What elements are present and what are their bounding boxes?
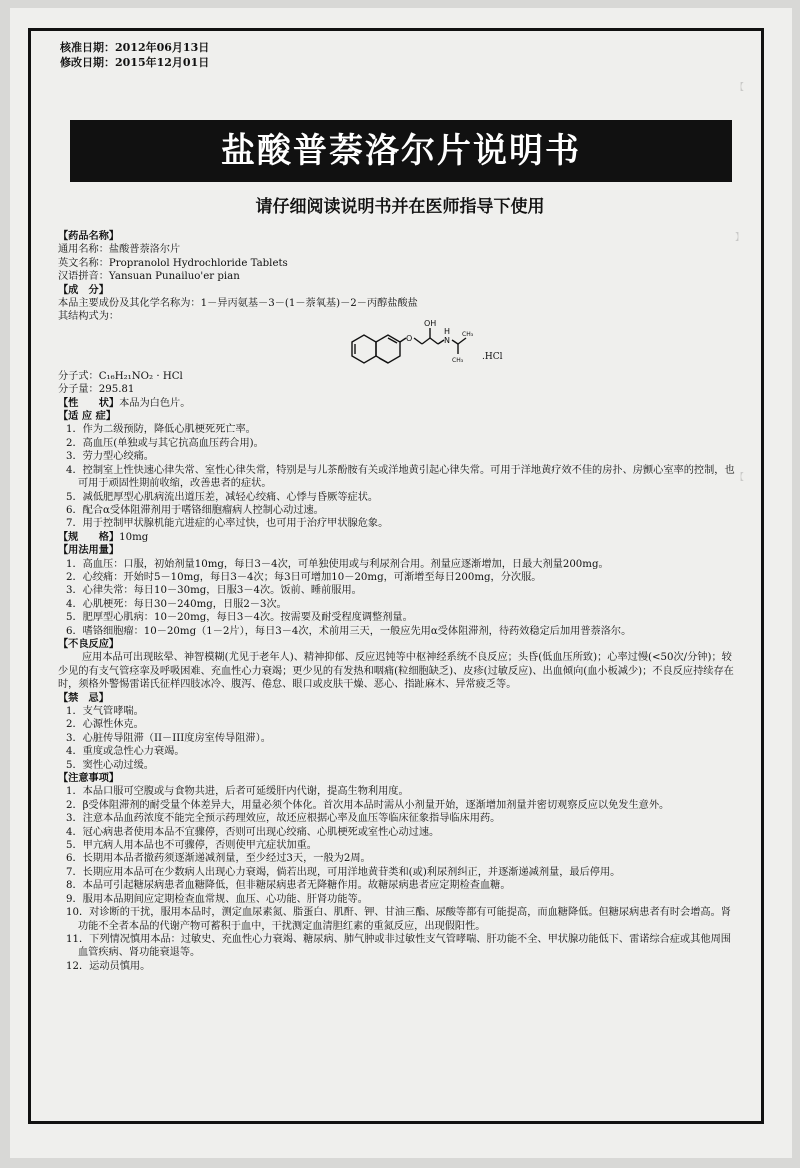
precaution-item: 8．本品可引起糖尿病患者血糖降低，但非糖尿病患者无降糖作用。故糖尿病患者应定期检查血糖。 <box>66 880 511 892</box>
section-character-header: 【性 状】 <box>58 396 120 409</box>
precaution-item: 3．注意本品血药浓度不能完全预示药理效应，故还应根据心率及血压等临床征象指导临床用药。 <box>66 813 501 825</box>
indication-item: 5．减低肥厚型心肌病流出道压差，减轻心绞痛、心悸与昏厥等症状。 <box>66 491 379 503</box>
document-title: 盐酸普萘洛尔片说明书 <box>70 120 732 182</box>
svg-text:OH: OH <box>424 319 437 328</box>
english-name: 英文名称：Propranolol Hydrochloride Tablets <box>58 257 288 269</box>
approval-date: 核准日期：2012年06月13日 <box>60 41 210 54</box>
composition-chemical-name: 本品主要成份及其化学名称为：1－异丙氨基－3－(1－萘氧基)－2－丙醇盐酸盐 <box>58 298 418 310</box>
indication-item: 6．配合α受体阻滞剂用于嗜铬细胞瘤病人控制心动过速。 <box>66 504 324 516</box>
structure-label: 其结构式为： <box>58 311 120 323</box>
precaution-item: 4．冠心病患者使用本品不宜骤停，否则可出现心绞痛、心肌梗死或室性心动过速。 <box>66 826 440 838</box>
section-adverse-header: 【不良反应】 <box>58 637 120 650</box>
section-composition-header: 【成 分】 <box>58 283 109 296</box>
dosage-item: 4．心肌梗死：每日30－240mg，日服2－3次。 <box>66 598 287 610</box>
naphthalene-ring <box>352 335 400 363</box>
indication-item: 2．高血压(单独或与其它抗高血压药合用)。 <box>66 437 264 449</box>
dosage-item: 5．肥厚型心肌病：10－20mg，每日3－4次。按需要及耐受程度调整剂量。 <box>66 612 413 624</box>
svg-text:H: H <box>444 327 451 336</box>
pinyin-name: 汉语拼音：Yansuan Punailuo'er pian <box>58 271 240 283</box>
revision-date: 修改日期：2015年12月01日 <box>60 56 210 69</box>
indication-item: 4．控制室上性快速心律失常、室性心律失常，特别是与儿茶酚胺有关或洋地黄引起心律失常。可用于洋地黄疗效不佳的房扑、房颤心室率的控制，也可用于顽固性期前收缩，改善患者的症状。 <box>66 464 735 490</box>
indication-item: 3．劳力型心绞痛。 <box>66 451 154 463</box>
contraindication-item: 4．重度或急性心力衰竭。 <box>66 746 185 758</box>
precaution-item: 11．下列情况慎用本品：过敏史、充血性心力衰竭、糖尿病、肺气肿或非过敏性支气管哮喘、肝功能不全、甲状腺功能低下、雷诺综合症或其他周围血管疾病、肾功能衰退等。 <box>66 933 731 959</box>
precaution-item: 2．β受体阻滞剂的耐受量个体差异大，用量必须个体化。首次用本品时需从小剂量开始，逐渐增加剂量并密切观察反应以免发生意外。 <box>66 799 670 811</box>
dosage-item: 6．嗜铬细胞瘤：10－20mg（1－2片），每日3－4次，术前用三天，一般应先用α受体阻滞剂，待药效稳定后加用普萘洛尔。 <box>66 625 632 637</box>
contraindication-item: 3．心脏传导阻滞（II－III度房室传导阻滞）。 <box>66 732 271 744</box>
generic-name: 通用名称：盐酸普萘洛尔片 <box>58 244 181 256</box>
precaution-item: 9．服用本品期间应定期检查血常规、血压、心功能、肝肾功能等。 <box>66 893 368 905</box>
precaution-item: 5．甲亢病人用本品也不可骤停，否则使甲亢症状加重。 <box>66 840 317 852</box>
molecular-weight: 分子量：295.81 <box>58 384 135 396</box>
svg-text:CH₃: CH₃ <box>462 331 474 338</box>
molecular-formula: 分子式：C₁₆H₂₁NO₂ · HCl <box>58 370 183 382</box>
section-precautions-header: 【注意事项】 <box>58 772 120 785</box>
contraindication-item: 1．支气管哮喘。 <box>66 706 144 717</box>
indication-item: 1．作为二级预防，降低心肌梗死死亡率。 <box>66 424 256 436</box>
dosage-item: 3．心律失常：每日10－30mg，日服3－4次。饭前、睡前服用。 <box>66 585 362 597</box>
precaution-item: 1．本品口服可空腹或与食物共进，后者可延缓肝内代谢，提高生物利用度。 <box>66 786 409 798</box>
precaution-item: 7．长期应用本品可在少数病人出现心力衰竭，倘若出现，可用洋地黄苷类和(或)利尿剂纠正，并逐渐递减剂量，最后停用。 <box>66 866 621 878</box>
svg-text:O: O <box>406 334 413 343</box>
contraindication-item: 5．窦性心动过缓。 <box>66 759 154 771</box>
hcl-label: .HCl <box>482 352 503 362</box>
adverse-text: 应用本品可出现眩晕、神智模糊(尤见于老年人)、精神抑郁、反应迟钝等中枢神经系统不良反应；头昏(低血压所致)；心率过慢(<50次/分钟)；较少见的有支气管痉挛及呼吸困难、充血性心力衰竭；更少见的有发热和咽痛(粒细胞缺乏)、皮疹(过敏反应)、出血倾向(血小板减少)；不良反应持续存在时，须格外警惕雷诺氏征样四肢冰冷、腹泻、倦怠、眼口或皮肤干燥、恶心、指趾麻木、异常疲乏等。 <box>58 652 734 691</box>
svg-text:CH₃: CH₃ <box>452 357 464 364</box>
section-spec-header: 【规 格】 <box>58 530 120 543</box>
document-subtitle: 请仔细阅读说明书并在医师指导下使用 <box>255 197 545 217</box>
section-dosage-header: 【用法用量】 <box>58 544 120 557</box>
chemical-structure-diagram <box>338 308 478 388</box>
date-block <box>60 40 209 70</box>
section-indications-header: 【适 应 症】 <box>58 410 117 423</box>
structure-atom-labels <box>406 319 474 364</box>
section-drug-name-header: 【药品名称】 <box>58 230 120 242</box>
svg-text:N: N <box>444 336 450 345</box>
dosage-item: 1．高血压：口服，初始剂量10mg，每日3－4次，可单独使用或与利尿剂合用。剂量应逐渐增加，日最大剂量200mg。 <box>66 558 609 570</box>
contraindication-item: 2．心源性休克。 <box>66 719 144 731</box>
section-contraindications-header: 【禁 忌】 <box>58 691 109 704</box>
character-text: 本品为白色片。 <box>119 397 191 409</box>
dosage-item: 2．心绞痛：开始时5－10mg，每日3－4次；每3日可增加10－20mg，可渐增至每日200mg，分次服。 <box>66 571 542 583</box>
indication-item: 7．用于控制甲状腺机能亢进症的心率过快，也可用于治疗甲状腺危象。 <box>66 518 389 530</box>
spec-line <box>58 531 738 544</box>
precaution-item: 6．长期用本品者撤药须逐渐递减剂量，至少经过3天，一般为2周。 <box>66 853 371 865</box>
spec-text: 10mg <box>119 531 149 543</box>
precaution-item: 12．运动员慎用。 <box>66 960 151 972</box>
precaution-item: 10．对诊断的干扰，服用本品时，测定血尿素氮、脂蛋白、肌酐、钾、甘油三酯、尿酸等都有可能提高，而血糖降低。但糖尿病患者有时会增高。肾功能不全者本品的代谢产物可蓄积于血中，干扰测定血清胆红素的重氮反应，出现假阳性。 <box>66 907 731 932</box>
character-line <box>58 397 738 410</box>
